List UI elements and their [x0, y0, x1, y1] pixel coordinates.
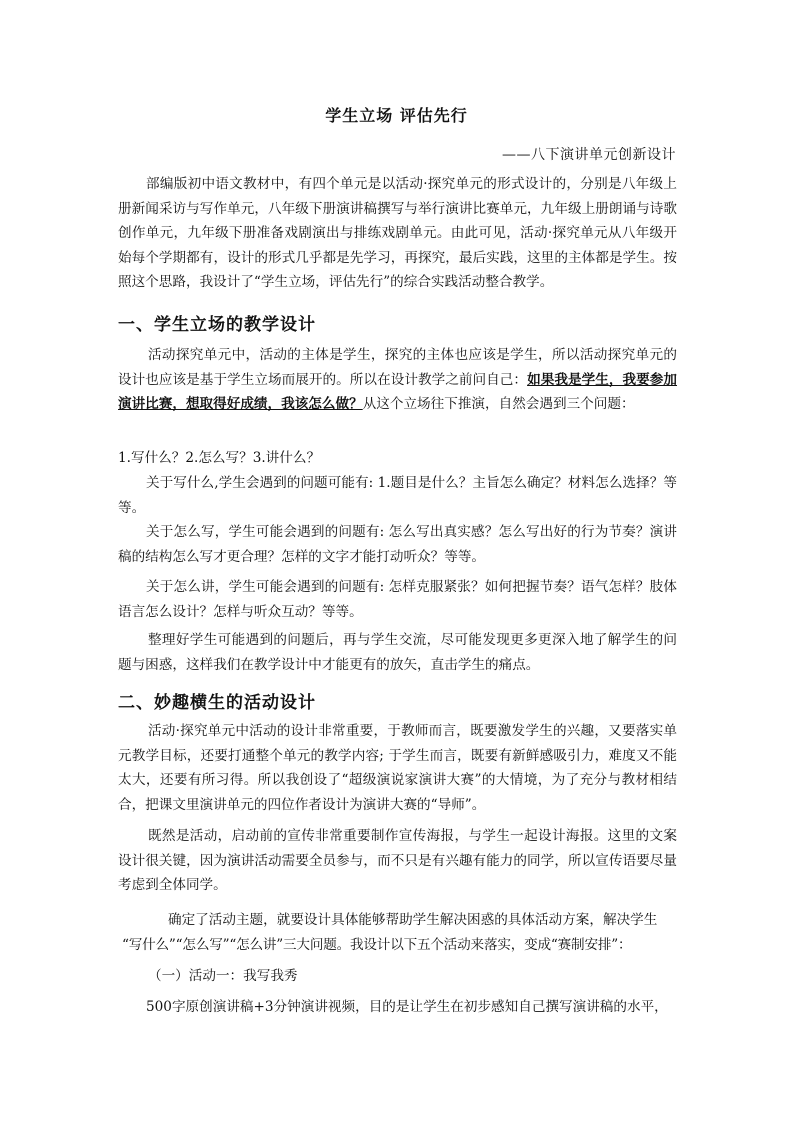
key-question: 如果我是学生，我要参加演讲比赛，想取得好成绩，我该怎么做？ — [118, 371, 678, 412]
paragraph-text: 活动探究单元中，活动的主体是学生，探究的主体也应该是学生，所以活动探究单元的设计也应该是基于学生立场而展开的。所以在设计教学之前问自己： — [118, 347, 677, 388]
section-1-paragraph-4: 关于怎么讲，学生可能会遇到的问题有: 怎样克服紧张？如何把握节奏？语气怎样？肢体语言怎么设计？怎样与听众互动？等等。 — [118, 579, 677, 620]
document-subtitle: ——八下演讲单元创新设计 — [502, 147, 676, 163]
activity-1-heading: （一）活动一：我写我秀 — [148, 968, 298, 984]
section-2-paragraph-1: 活动·探究单元中活动的设计非常重要，于教师而言，既要激发学生的兴趣，又要落实单元教学目标，还要打通整个单元的教学内容; 于学生而言，既要有新鲜感吸引力，难度又不能太大，还要有所习得。所以我创设了“超级演说家演讲大赛”的大情境，为了充分与教材相结合，把课文里演讲单元的四位作者设计为演讲大赛的“导师”。 — [118, 723, 677, 813]
section-2-heading: 二、妙趣横生的活动设计 — [118, 693, 316, 713]
section-1-paragraph-3: 关于怎么写，学生可能会遇到的问题有: 怎么写出真实感？怎么写出好的行为节奏？演讲稿的结构怎么写才更合理？怎样的文字才能打动听众？等等。 — [118, 524, 677, 565]
section-1-paragraph-2: 关于写什么,学生会遇到的问题可能有: 1.题目是什么？主旨怎么确定？材料怎么选择？等等。 — [118, 475, 677, 516]
section-2-paragraph-2: 既然是活动，启动前的宣传非常重要制作宣传海报，与学生一起设计海报。这里的文案设计很关键，因为演讲活动需要全员参与，而不只是有兴趣有能力的同学，所以宣传语要尽量考虑到全体同学。 — [118, 828, 677, 893]
section-1-paragraph-5: 整理好学生可能遇到的问题后，再与学生交流，尽可能发现更多更深入地了解学生的问题与困惑，这样我们在教学设计中才能更有的放矢，直击学生的痛点。 — [118, 632, 677, 673]
section-1-paragraph-1 — [118, 343, 677, 417]
document-title: 学生立场 评估先行 — [325, 106, 468, 125]
activity-1-paragraph: 500字原创演讲稿+3分钟演讲视频，目的是让学生在初步感知自己撰写演讲稿的水平， — [146, 999, 668, 1015]
section-2-paragraph-3-line-1: 确定了活动主题，就要设计具体能够帮助学生解决困惑的具体活动方案，解决学生 — [168, 912, 658, 928]
paragraph-text: 从这个立场往下推演，自然会遇到三个问题： — [362, 396, 635, 412]
section-1-heading: 一、学生立场的教学设计 — [118, 315, 316, 335]
intro-paragraph: 部编版初中语文教材中，有四个单元是以活动·探究单元的形式设计的，分别是八年级上册新闻采访与写作单元，八年级下册演讲稿撰写与举行演讲比赛单元，九年级上册朗诵与诗歌创作单元，九年级下册准备戏剧演出与排练戏剧单元。由此可见，活动·探究单元从八年级开始每个学期都有，设计的形式几乎都是先学习，再探究，最后实践，这里的主体都是学生。按照这个思路，我设计了“学生立场，评估先行”的综合实践活动整合教学。 — [118, 176, 677, 290]
question-list: 1.写什么？2.怎么写？3.讲什么？ — [118, 450, 321, 466]
section-2-paragraph-3-line-2: “写什么”“怎么写”“怎么讲”三大问题。我设计以下五个活动来落实，变成“赛制安排”： — [122, 937, 632, 953]
